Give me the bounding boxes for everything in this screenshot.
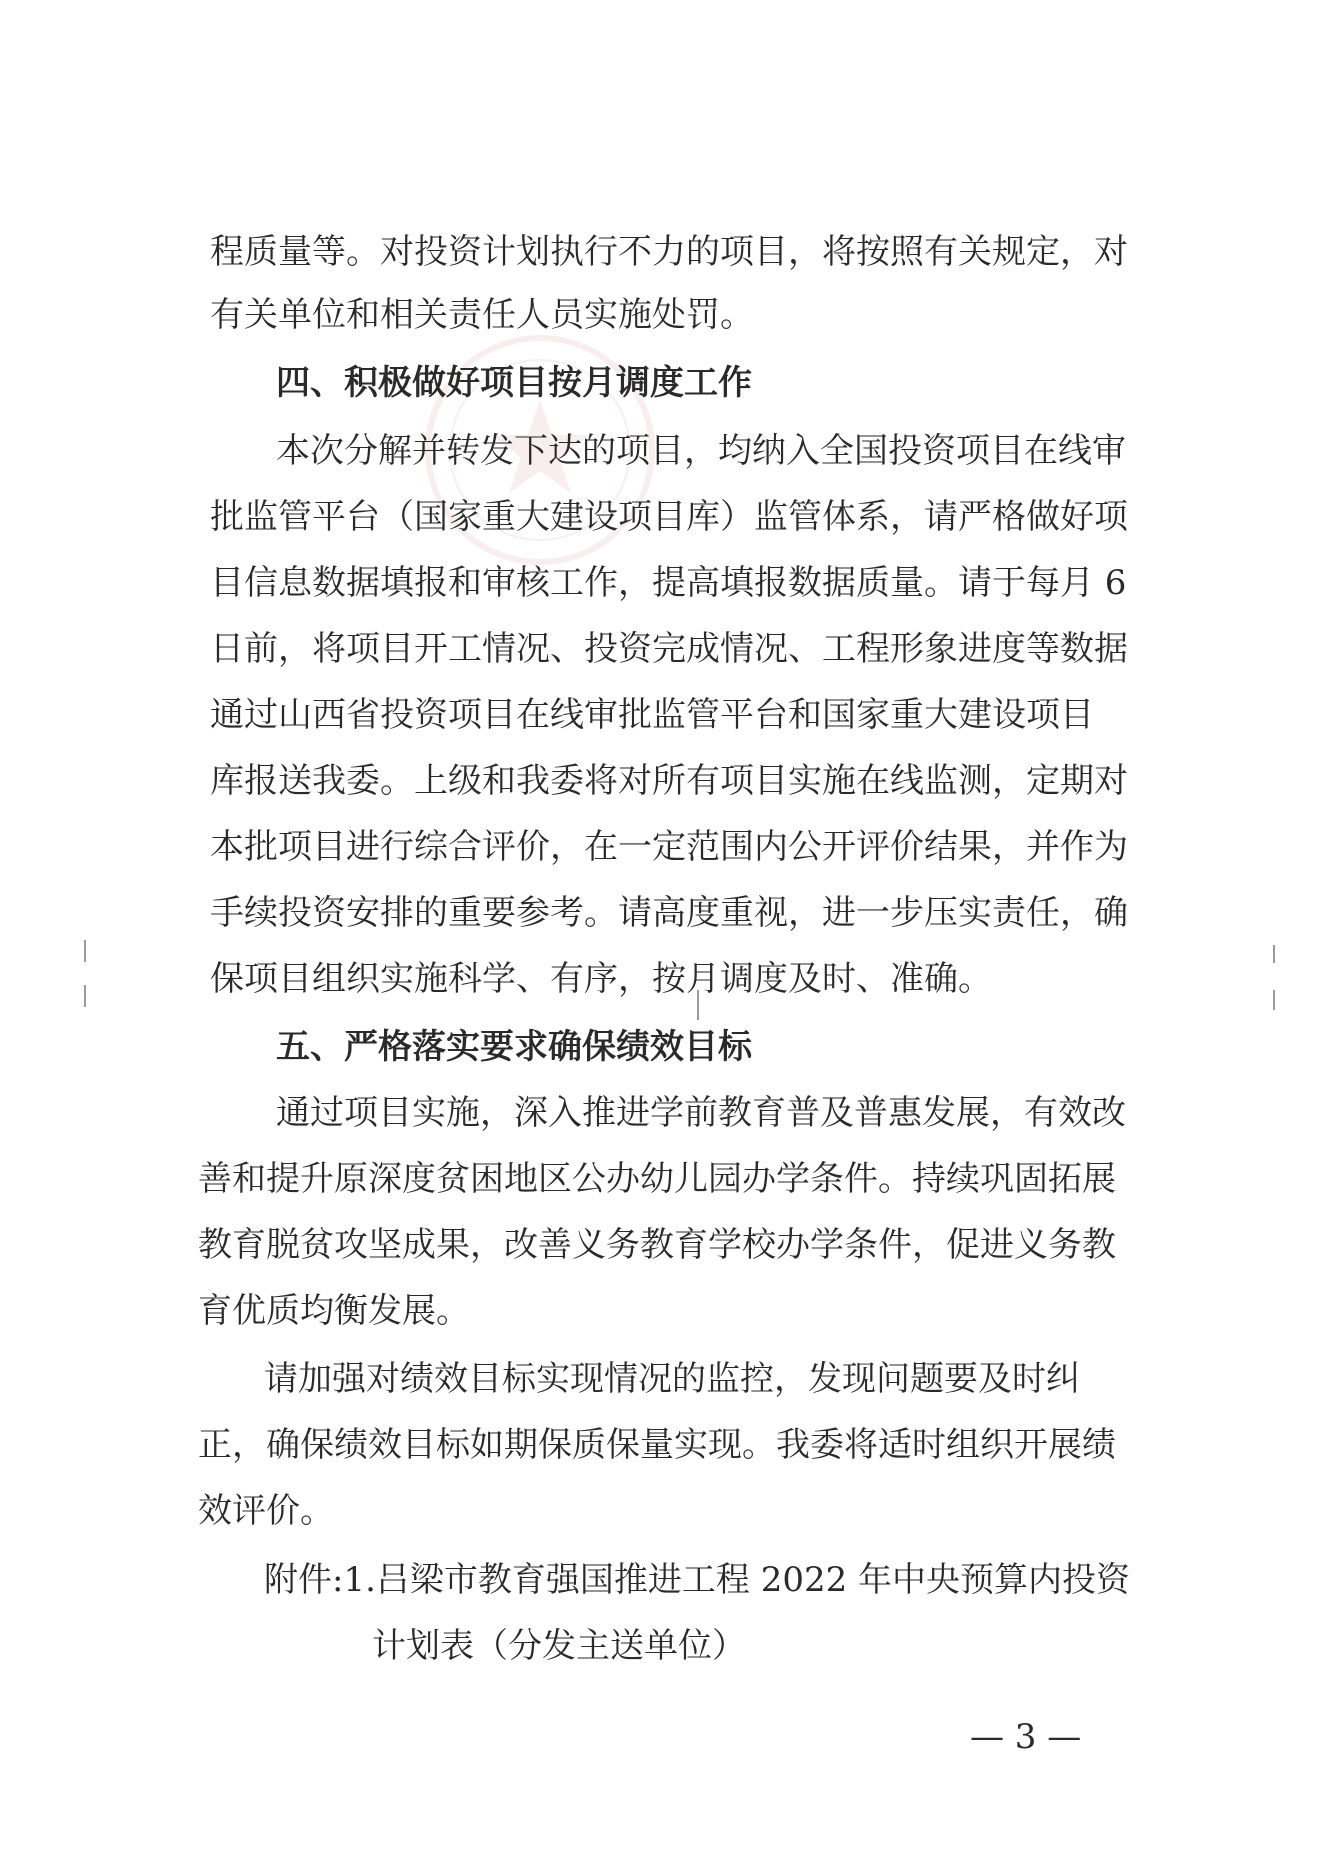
scan-edge-mark xyxy=(1273,945,1275,963)
scan-edge-mark xyxy=(84,985,86,1007)
paragraph-line: 通过项目实施，深入推进学前教育普及普惠发展，有效改 xyxy=(276,1093,1126,1133)
paragraph-line: 育优质均衡发展。 xyxy=(198,1291,470,1331)
paragraph-line: 日前，将项目开工情况、投资完成情况、工程形象进度等数据 xyxy=(210,629,1128,669)
paragraph-line: 手续投资安排的重要参考。请高度重视，进一步压实责任，确 xyxy=(210,893,1128,933)
section-heading: 四、积极做好项目按月调度工作 xyxy=(276,363,752,403)
paragraph-line: 批监管平台（国家重大建设项目库）监管体系，请严格做好项 xyxy=(210,497,1128,537)
scan-edge-mark xyxy=(1273,990,1275,1010)
section-heading: 五、严格落实要求确保绩效目标 xyxy=(276,1027,752,1067)
paragraph-line: 本批项目进行综合评价，在一定范围内公开评价结果，并作为 xyxy=(210,827,1128,867)
paragraph-line: 请加强对绩效目标实现情况的监控，发现问题要及时纠 xyxy=(264,1359,1080,1399)
paragraph-line: 目信息数据填报和审核工作，提高填报数据质量。请于每月 6 xyxy=(210,563,1127,603)
paragraph-line: 善和提升原深度贫困地区公办幼儿园办学条件。持续巩固拓展 xyxy=(198,1159,1116,1199)
attachment-line: 计划表（分发主送单位） xyxy=(372,1626,746,1666)
paragraph-line: 库报送我委。上级和我委将对所有项目实施在线监测，定期对 xyxy=(210,761,1128,801)
paragraph-line: 正，确保绩效目标如期保质保量实现。我委将适时组织开展绩 xyxy=(198,1425,1116,1465)
attachment-line: 附件:1.吕梁市教育强国推进工程 2022 年中央预算内投资 xyxy=(264,1560,1131,1600)
paragraph-line: 本次分解并转发下达的项目，均纳入全国投资项目在线审 xyxy=(276,431,1126,471)
paragraph-line: 程质量等。对投资计划执行不力的项目，将按照有关规定，对 xyxy=(210,232,1128,272)
scan-edge-mark xyxy=(84,940,86,962)
paragraph-line: 保项目组织实施科学、有序，按月调度及时、准确。 xyxy=(210,959,992,999)
paragraph-line: 效评价。 xyxy=(198,1491,334,1531)
paragraph-line: 通过山西省投资项目在线审批监管平台和国家重大建设项目 xyxy=(210,695,1094,735)
page-number: — 3 — xyxy=(970,1717,1082,1757)
paragraph-line: 教育脱贫攻坚成果，改善义务教育学校办学条件，促进义务教 xyxy=(198,1225,1116,1265)
paragraph-line: 有关单位和相关责任人员实施处罚。 xyxy=(210,295,754,335)
